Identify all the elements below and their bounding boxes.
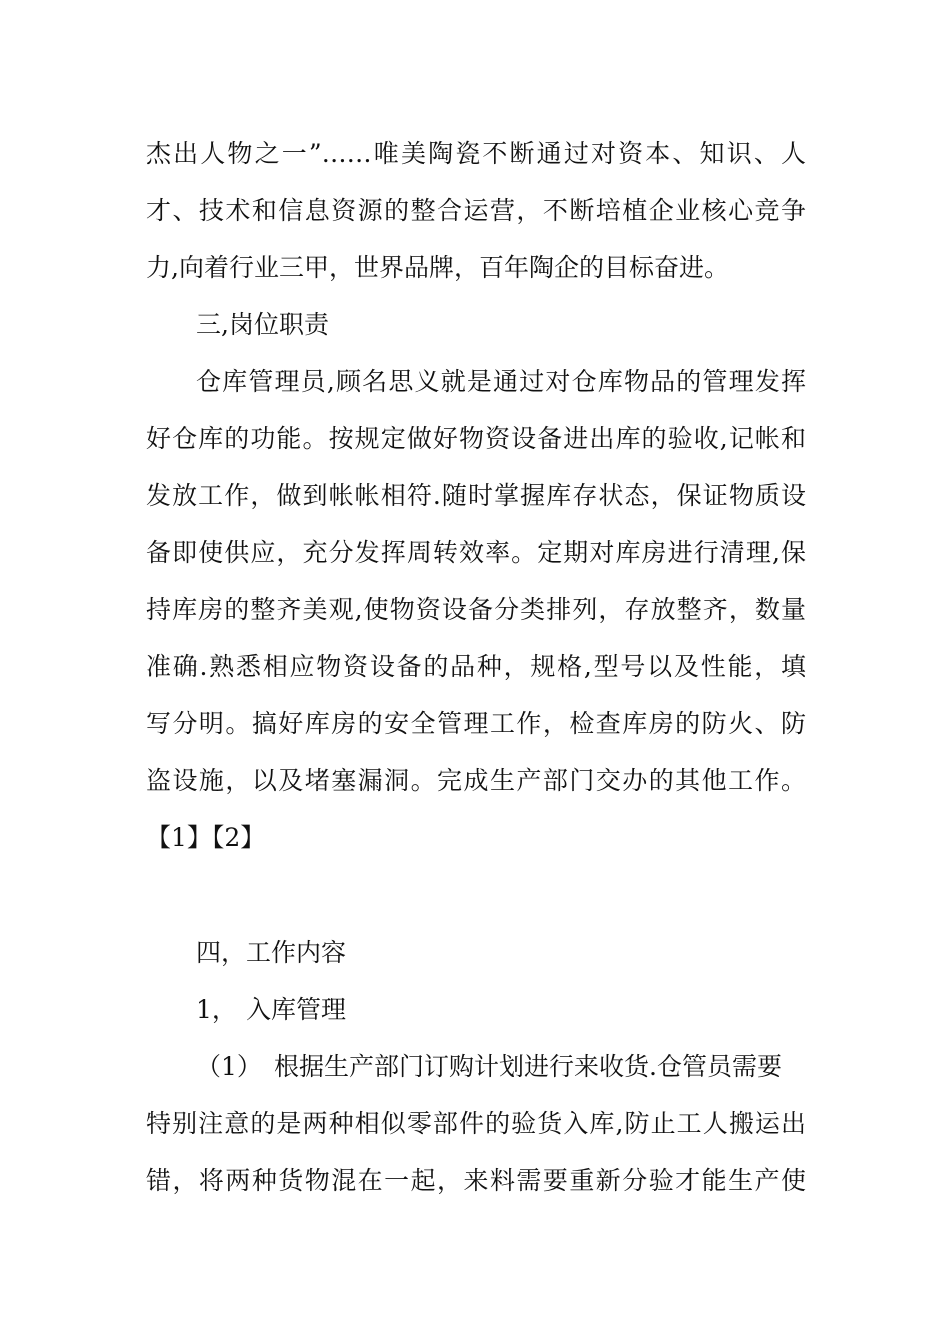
section3-heading: 三,岗位职责 [196,310,329,339]
section3-line-4: 备即使供应，充分发挥周转效率。定期对库房进行清理,保 [146,538,806,567]
reference-markers[interactable]: 【1】【2】 [146,823,266,852]
section3-line-7: 写分明。搞好库房的安全管理工作，检查库房的防火、防 [146,709,806,738]
section3-line-2: 好仓库的功能。按规定做好物资设备进出库的验收,记帐和 [146,424,806,453]
section3-line-3: 发放工作，做到帐帐相符.随时掌握库存状态，保证物质设 [146,481,806,510]
sub-item-1 [196,1047,806,1087]
item-1-number: 1， [196,995,237,1024]
sub-item-1-line-2: 特别注意的是两种相似零部件的验货入库,防止工人搬运出 [146,1109,806,1138]
intro-line-2: 才、技术和信息资源的整合运营，不断培植企业核心竞争 [146,196,806,225]
sub-item-1-line-1: 根据生产部门订购计划进行来收货.仓管员需要 [274,1052,782,1081]
intro-line-1: 杰出人物之一”……唯美陶瓷不断通过对资本、知识、人 [146,139,806,168]
section4-heading: 四，工作内容 [196,938,347,967]
section3-line-1: 仓库管理员,顾名思义就是通过对仓库物品的管理发挥 [196,367,806,396]
section3-line-6: 准确.熟悉相应物资设备的品种，规格,型号以及性能，填 [146,652,806,681]
section3-line-5: 持库房的整齐美观,使物资设备分类排列，存放整齐，数量 [146,595,806,624]
item-1-title: 入库管理 [246,995,347,1024]
intro-line-3: 力,向着行业三甲，世界品牌，百年陶企的目标奋进。 [146,253,729,282]
item-1 [196,990,806,1030]
section3-line-8: 盗设施，以及堵塞漏洞。完成生产部门交办的其他工作。 [146,766,806,795]
sub-item-1-line-3: 错，将两种货物混在一起，来料需要重新分验才能生产使 [146,1166,806,1195]
sub-item-1-number: （1） [196,1052,262,1081]
